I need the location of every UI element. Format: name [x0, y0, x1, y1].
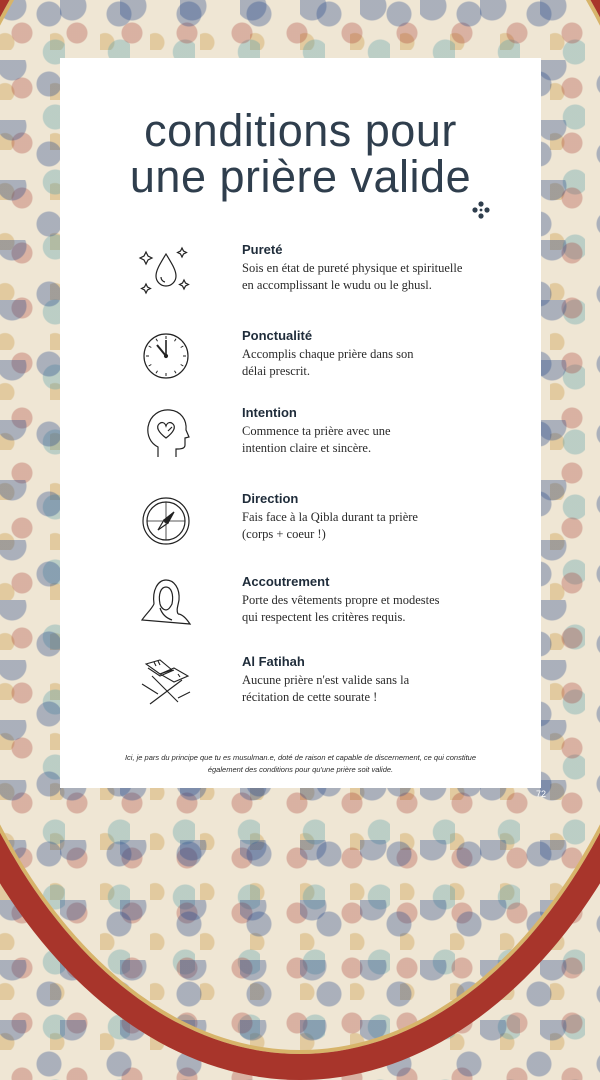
condition-intention: [60, 405, 541, 485]
condition-description: Accomplis chaque prière dans son délai prescrit.: [242, 347, 414, 378]
condition-accoutrement: [60, 574, 541, 654]
content-card: [60, 58, 541, 788]
condition-title: Direction: [242, 491, 299, 506]
condition-description: Porte des vêtements propre et modestes qui respectent les critères requis.: [242, 593, 440, 624]
condition-description: Commence ta prière avec une intention claire et sincère.: [242, 424, 391, 455]
water-drop-sparkles-icon: [138, 242, 194, 298]
condition-direction: [60, 491, 541, 571]
page-title: [60, 105, 541, 202]
condition-purete: [60, 242, 541, 322]
condition-description: Fais face à la Qibla durant ta prière (corps + coeur !): [242, 510, 418, 541]
condition-title: Ponctualité: [242, 328, 313, 343]
head-heart-icon: [138, 405, 194, 461]
compass-icon: [138, 491, 194, 547]
condition-title: Pureté: [242, 242, 283, 257]
condition-ponctualite: [60, 328, 541, 408]
dots-ornament-icon: [471, 200, 491, 220]
condition-title: Intention: [242, 405, 297, 420]
page-number: 72: [536, 789, 547, 799]
title-line-1: conditions pour: [144, 105, 457, 156]
condition-title: Accoutrement: [242, 574, 330, 589]
footnote: Ici, je pars du principe que tu es musulman.e, doté de raison et capable de discernement, ce qui constitue également des conditions pour qu'une prière soit valide.: [124, 753, 477, 774]
condition-al-fatihah: [60, 654, 541, 734]
condition-description: Aucune prière n'est valide sans la récitation de cette sourate !: [242, 673, 410, 704]
clock-icon: [138, 328, 194, 384]
title-line-2: une prière valide: [129, 151, 472, 202]
condition-description: Sois en état de pureté physique et spirituelle en accomplissant le wudu ou le ghusl.: [242, 261, 463, 292]
veiled-woman-icon: [138, 574, 194, 630]
quran-stand-icon: [138, 654, 194, 710]
condition-title: Al Fatihah: [242, 654, 305, 669]
